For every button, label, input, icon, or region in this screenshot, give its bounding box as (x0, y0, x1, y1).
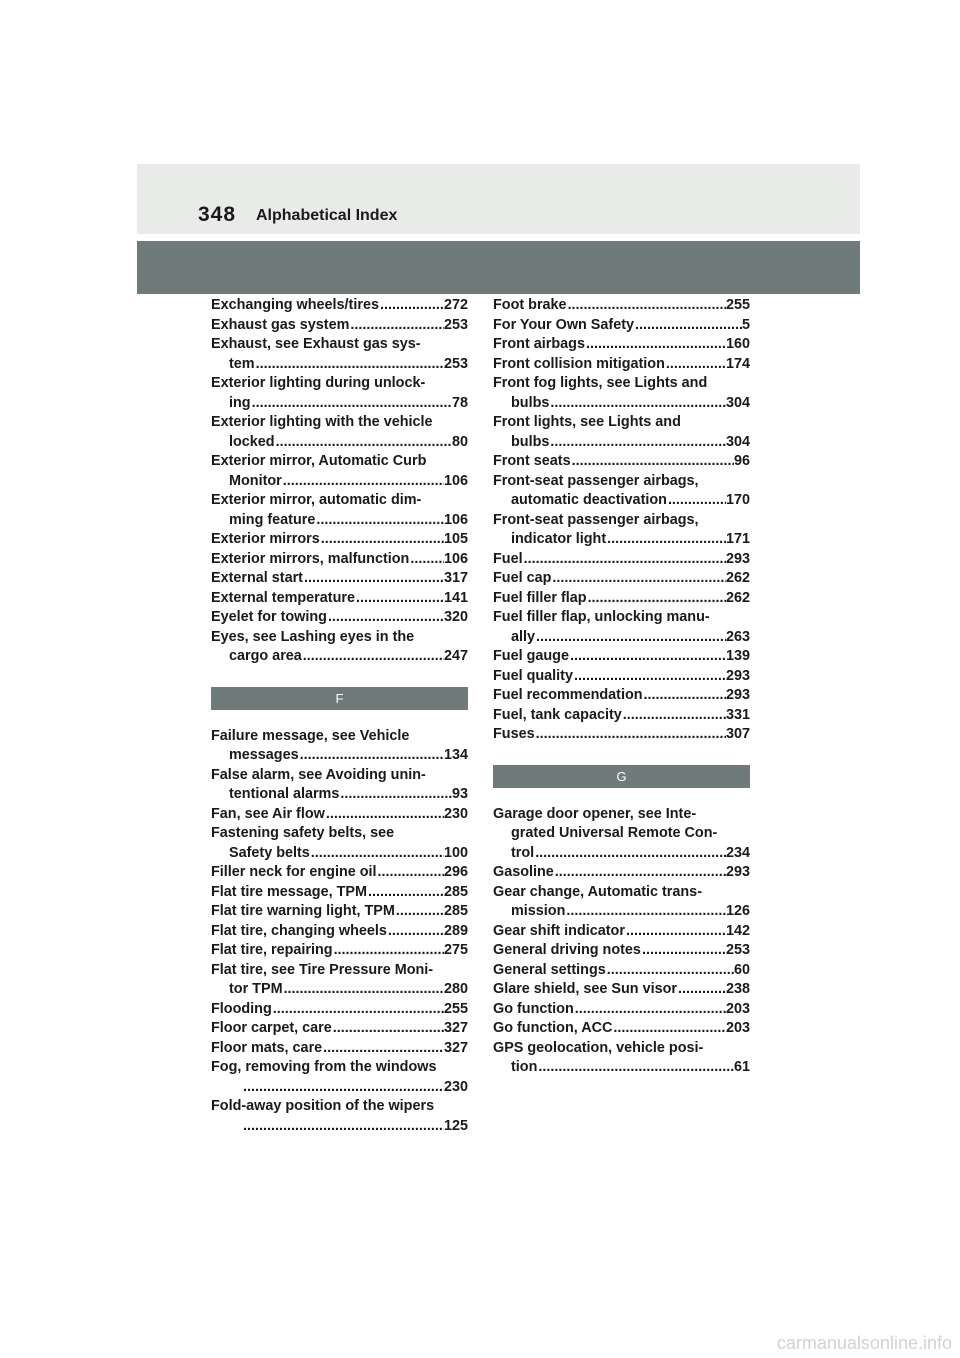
page-reference: 304 (725, 433, 750, 450)
index-term: Exterior mirror, Automatic Curb (211, 453, 427, 469)
page-reference: 238 (725, 981, 750, 997)
dot-leader (535, 628, 726, 648)
dot-leader (332, 1019, 444, 1039)
index-entry (211, 961, 468, 1000)
index-term: For Your Own Safety (493, 316, 634, 333)
index-term: Go function (493, 1000, 574, 1017)
index-term: Floor mats, care (211, 1039, 323, 1056)
index-term: General driving notes (493, 942, 641, 958)
dot-leader (565, 902, 726, 922)
page-reference: 253 (443, 355, 468, 372)
index-entry (211, 335, 468, 374)
index-entry (493, 550, 750, 570)
page-reference: 247 (443, 648, 468, 664)
dot-leader (303, 569, 444, 589)
dot-leader (255, 355, 444, 375)
page-reference: 174 (725, 355, 750, 372)
page-title: Alphabetical Index (256, 207, 398, 224)
index-entry (211, 1039, 468, 1059)
index-term: GPS geolocation, vehicle posi- (493, 1039, 704, 1056)
page-reference: 170 (725, 492, 750, 508)
page-reference: 285 (443, 903, 468, 919)
dot-leader (272, 1000, 444, 1020)
index-entry (211, 452, 468, 491)
index-entry (211, 491, 468, 530)
dot-leader (585, 335, 726, 355)
dot-leader (634, 316, 742, 336)
dot-leader (242, 1117, 444, 1137)
dot-leader (537, 1058, 734, 1078)
index-entry (493, 725, 750, 745)
dot-leader (554, 863, 726, 883)
index-term: Gasoline (493, 864, 554, 880)
dot-leader (667, 491, 726, 511)
index-term: External temperature (211, 589, 355, 606)
dot-leader (322, 1039, 444, 1059)
index-term: Flat tire warning light, TPM (211, 903, 395, 919)
dot-leader (325, 805, 444, 825)
index-entry (211, 1019, 468, 1039)
index-entry (211, 883, 468, 903)
page-number: 348 (198, 203, 237, 226)
index-entry (211, 550, 468, 570)
page-reference: 106 (443, 511, 468, 528)
index-entry (493, 374, 750, 413)
page-reference: 160 (725, 336, 750, 352)
page-reference: 285 (443, 883, 468, 900)
page-reference: 61 (733, 1059, 750, 1075)
index-term: Fuel quality (493, 667, 573, 684)
index-term: Fan, see Air flow (211, 805, 325, 822)
dot-leader (677, 980, 726, 1000)
index-term: ing (229, 394, 251, 411)
index-term: mission (511, 903, 566, 919)
index-column-right (493, 296, 750, 1078)
index-term: tion (511, 1059, 538, 1075)
index-entry (493, 980, 750, 1000)
index-term: Front airbags (493, 336, 585, 352)
index-entry (493, 667, 750, 687)
index-entry (493, 706, 750, 726)
index-entry (211, 941, 468, 961)
page-reference: 203 (725, 1000, 750, 1017)
index-term: Fastening safety belts, see (211, 825, 395, 841)
page-reference: 230 (443, 1078, 468, 1095)
index-entry (211, 316, 468, 336)
index-entry (211, 608, 468, 628)
page-reference: 296 (443, 864, 468, 880)
index-term: Fuel, tank capacity (493, 706, 622, 723)
index-entry (211, 530, 468, 550)
index-term: Flat tire, changing wheels (211, 922, 387, 939)
dot-leader (622, 706, 726, 726)
index-term: trol (511, 844, 535, 861)
header-gray-bar (137, 241, 860, 294)
page-reference: 134 (443, 747, 468, 763)
index-entry (493, 413, 750, 452)
page-reference: 272 (443, 297, 468, 313)
page-reference: 106 (443, 550, 468, 567)
index-term: Eyes, see Lashing eyes in the (211, 628, 415, 645)
dot-leader (567, 296, 726, 316)
index-entry (493, 883, 750, 922)
index-entry (493, 863, 750, 883)
section-header-g: G (493, 765, 750, 788)
dot-leader (643, 686, 726, 706)
index-term: False alarm, see Avoiding unin- (211, 766, 426, 783)
page-reference: 105 (443, 531, 468, 547)
page-reference: 327 (443, 1039, 468, 1056)
page-reference: 5 (741, 316, 750, 333)
page-reference: 289 (443, 922, 468, 939)
dot-leader (275, 433, 452, 453)
page-reference: 230 (443, 805, 468, 822)
index-term: Exterior mirror, automatic dim- (211, 492, 422, 508)
index-term: Front-seat passenger airbags, (493, 472, 699, 489)
index-entry (211, 766, 468, 805)
index-term: Fog, removing from the windows (211, 1059, 437, 1075)
index-term: Front lights, see Lights and (493, 414, 681, 430)
index-term: Flat tire, see Tire Pressure Moni- (211, 961, 434, 978)
index-term: Failure message, see Vehicle (211, 727, 410, 744)
index-term: Glare shield, see Sun visor (493, 981, 677, 997)
index-term: Eyelet for towing (211, 609, 327, 625)
index-entry (211, 863, 468, 883)
page-reference: 171 (725, 531, 750, 547)
page-reference: 253 (443, 316, 468, 333)
dot-leader (282, 472, 444, 492)
index-entry (211, 413, 468, 452)
index-term: cargo area (229, 648, 302, 664)
index-term: indicator light (511, 531, 607, 547)
page-reference: 293 (725, 687, 750, 703)
index-term: External start (211, 570, 303, 586)
index-term: Floor carpet, care (211, 1020, 332, 1036)
dot-leader (606, 530, 726, 550)
index-term: Gear change, Automatic trans- (493, 883, 702, 900)
index-entry (493, 355, 750, 375)
index-term: Garage door opener, see Inte- (493, 805, 697, 822)
index-entry (211, 296, 468, 316)
dot-leader (587, 589, 726, 609)
page-reference: 307 (725, 726, 750, 742)
index-entry (493, 922, 750, 942)
index-term: Monitor (229, 472, 282, 489)
index-entry (211, 727, 468, 766)
index-entry (211, 569, 468, 589)
page-reference: 280 (443, 981, 468, 997)
index-term: Exterior lighting during unlock- (211, 375, 426, 391)
page-reference: 106 (443, 472, 468, 489)
page-reference: 60 (733, 961, 750, 978)
dot-leader (535, 725, 726, 745)
page-reference: 262 (725, 589, 750, 606)
page-reference: 78 (451, 394, 468, 411)
index-term: tor TPM (229, 981, 283, 997)
dot-leader (641, 941, 726, 961)
page-reference: 141 (443, 589, 468, 606)
dot-leader (569, 647, 726, 667)
index-entry (493, 1019, 750, 1039)
index-term: Filler neck for engine oil (211, 864, 377, 880)
dot-leader (349, 316, 444, 336)
dot-leader (299, 746, 444, 766)
dot-leader (665, 355, 726, 375)
dot-leader (310, 844, 444, 864)
dot-leader (367, 883, 444, 903)
dot-leader (377, 863, 444, 883)
index-entry (493, 511, 750, 550)
index-entry (493, 589, 750, 609)
dot-leader (625, 922, 726, 942)
page-reference: 96 (733, 453, 750, 469)
page-reference: 293 (725, 550, 750, 567)
dot-leader (283, 980, 444, 1000)
index-entry (211, 1000, 468, 1020)
dot-leader (315, 511, 444, 531)
index-entry (493, 608, 750, 647)
index-term: tem (229, 355, 255, 372)
dot-leader (549, 394, 726, 414)
page-reference: 293 (725, 864, 750, 880)
index-entry (211, 922, 468, 942)
page-reference: 255 (443, 1000, 468, 1017)
page-reference: 253 (725, 942, 750, 958)
dot-leader (551, 569, 726, 589)
index-entry (493, 296, 750, 316)
dot-leader (251, 394, 452, 414)
index-term: Fuel (493, 550, 523, 567)
index-entry (493, 686, 750, 706)
page-reference: 142 (725, 922, 750, 939)
index-entry (493, 335, 750, 355)
index-term: Flat tire, repairing (211, 942, 333, 958)
index-term: Fuel gauge (493, 648, 569, 664)
page-reference: 304 (725, 394, 750, 411)
index-term: Front-seat passenger airbags, (493, 511, 699, 528)
section-header-f: F (211, 687, 468, 710)
dot-leader (387, 922, 444, 942)
index-term: Exterior mirrors, malfunction (211, 550, 410, 567)
page-reference: 327 (443, 1020, 468, 1036)
dot-leader (573, 667, 726, 687)
index-entry (493, 472, 750, 511)
index-term: automatic deactivation (511, 492, 667, 508)
page-reference: 234 (725, 844, 750, 861)
header-band (137, 164, 860, 234)
page-reference: 80 (451, 433, 468, 450)
dot-leader (606, 961, 734, 981)
dot-leader (302, 647, 444, 667)
dot-leader (355, 589, 444, 609)
page-reference: 255 (725, 297, 750, 313)
index-term: Fuel recommendation (493, 687, 643, 703)
index-term: Foot brake (493, 297, 567, 313)
dot-leader (320, 530, 444, 550)
index-entry (211, 589, 468, 609)
index-term: grated Universal Remote Con- (511, 825, 718, 841)
dot-leader (549, 433, 726, 453)
page-reference: 203 (725, 1020, 750, 1036)
dot-leader (523, 550, 726, 570)
watermark-site: carmanualsonline.info (776, 1333, 952, 1353)
page-reference: 317 (443, 570, 468, 586)
dot-leader (339, 785, 452, 805)
index-term: Safety belts (229, 844, 310, 861)
page-reference: 331 (725, 706, 750, 723)
index-term: Flooding (211, 1000, 272, 1017)
index-term: messages (229, 747, 299, 763)
index-term: bulbs (511, 394, 550, 411)
index-term: Go function, ACC (493, 1020, 613, 1036)
index-term: Fuel filler flap, unlocking manu- (493, 609, 710, 625)
dot-leader (242, 1078, 444, 1098)
index-term: Fuses (493, 726, 535, 742)
index-entry (211, 824, 468, 863)
page-reference: 126 (725, 903, 750, 919)
page-reference: 320 (443, 609, 468, 625)
index-term: Fuel cap (493, 570, 552, 586)
page-reference: 263 (725, 628, 750, 645)
dot-leader (534, 844, 726, 864)
page-reference: 262 (725, 570, 750, 586)
index-term: bulbs (511, 433, 550, 450)
dot-leader (571, 452, 734, 472)
index-entry (493, 1000, 750, 1020)
page-reference: 293 (725, 667, 750, 684)
index-term: Exchanging wheels/tires (211, 297, 379, 313)
index-entry (493, 961, 750, 981)
index-term: Gear shift indicator (493, 922, 625, 939)
dot-leader (574, 1000, 726, 1020)
index-term: ming feature (229, 511, 316, 528)
index-term: Fold-away position of the wipers (211, 1098, 435, 1114)
index-term: Exhaust, see Exhaust gas sys- (211, 336, 421, 352)
index-entry (211, 1097, 468, 1136)
index-entry (493, 452, 750, 472)
dot-leader (379, 296, 444, 316)
page-reference: 100 (443, 844, 468, 861)
index-term: tentional alarms (229, 786, 340, 802)
index-entry (211, 805, 468, 825)
dot-leader (612, 1019, 726, 1039)
index-entry (493, 316, 750, 336)
index-term: General settings (493, 961, 606, 978)
index-entry (493, 941, 750, 961)
index-entry (493, 1039, 750, 1078)
index-term: ally (511, 628, 536, 645)
index-term: Front collision mitigation (493, 355, 665, 372)
index-entry (493, 569, 750, 589)
index-column-left (211, 296, 468, 1136)
dot-leader (395, 902, 444, 922)
index-term: Exterior mirrors (211, 531, 320, 547)
index-term: Fuel filler flap (493, 589, 587, 606)
index-entry (211, 902, 468, 922)
index-term: Exhaust gas system (211, 316, 350, 333)
index-term: Flat tire message, TPM (211, 883, 367, 900)
page-reference: 275 (443, 942, 468, 958)
index-term: Exterior lighting with the vehicle (211, 414, 433, 430)
index-entry (493, 647, 750, 667)
index-term: Front fog lights, see Lights and (493, 375, 708, 391)
index-entry (211, 374, 468, 413)
index-term: Front seats (493, 453, 571, 469)
index-entry (211, 628, 468, 667)
index-entry (211, 1058, 468, 1097)
dot-leader (333, 941, 444, 961)
index-entry (493, 805, 750, 864)
dot-leader (327, 608, 444, 628)
page-reference: 93 (451, 786, 468, 802)
page-reference: 139 (725, 648, 750, 664)
dot-leader (409, 550, 444, 570)
page-reference: 125 (443, 1117, 468, 1134)
index-term: locked (229, 433, 275, 450)
